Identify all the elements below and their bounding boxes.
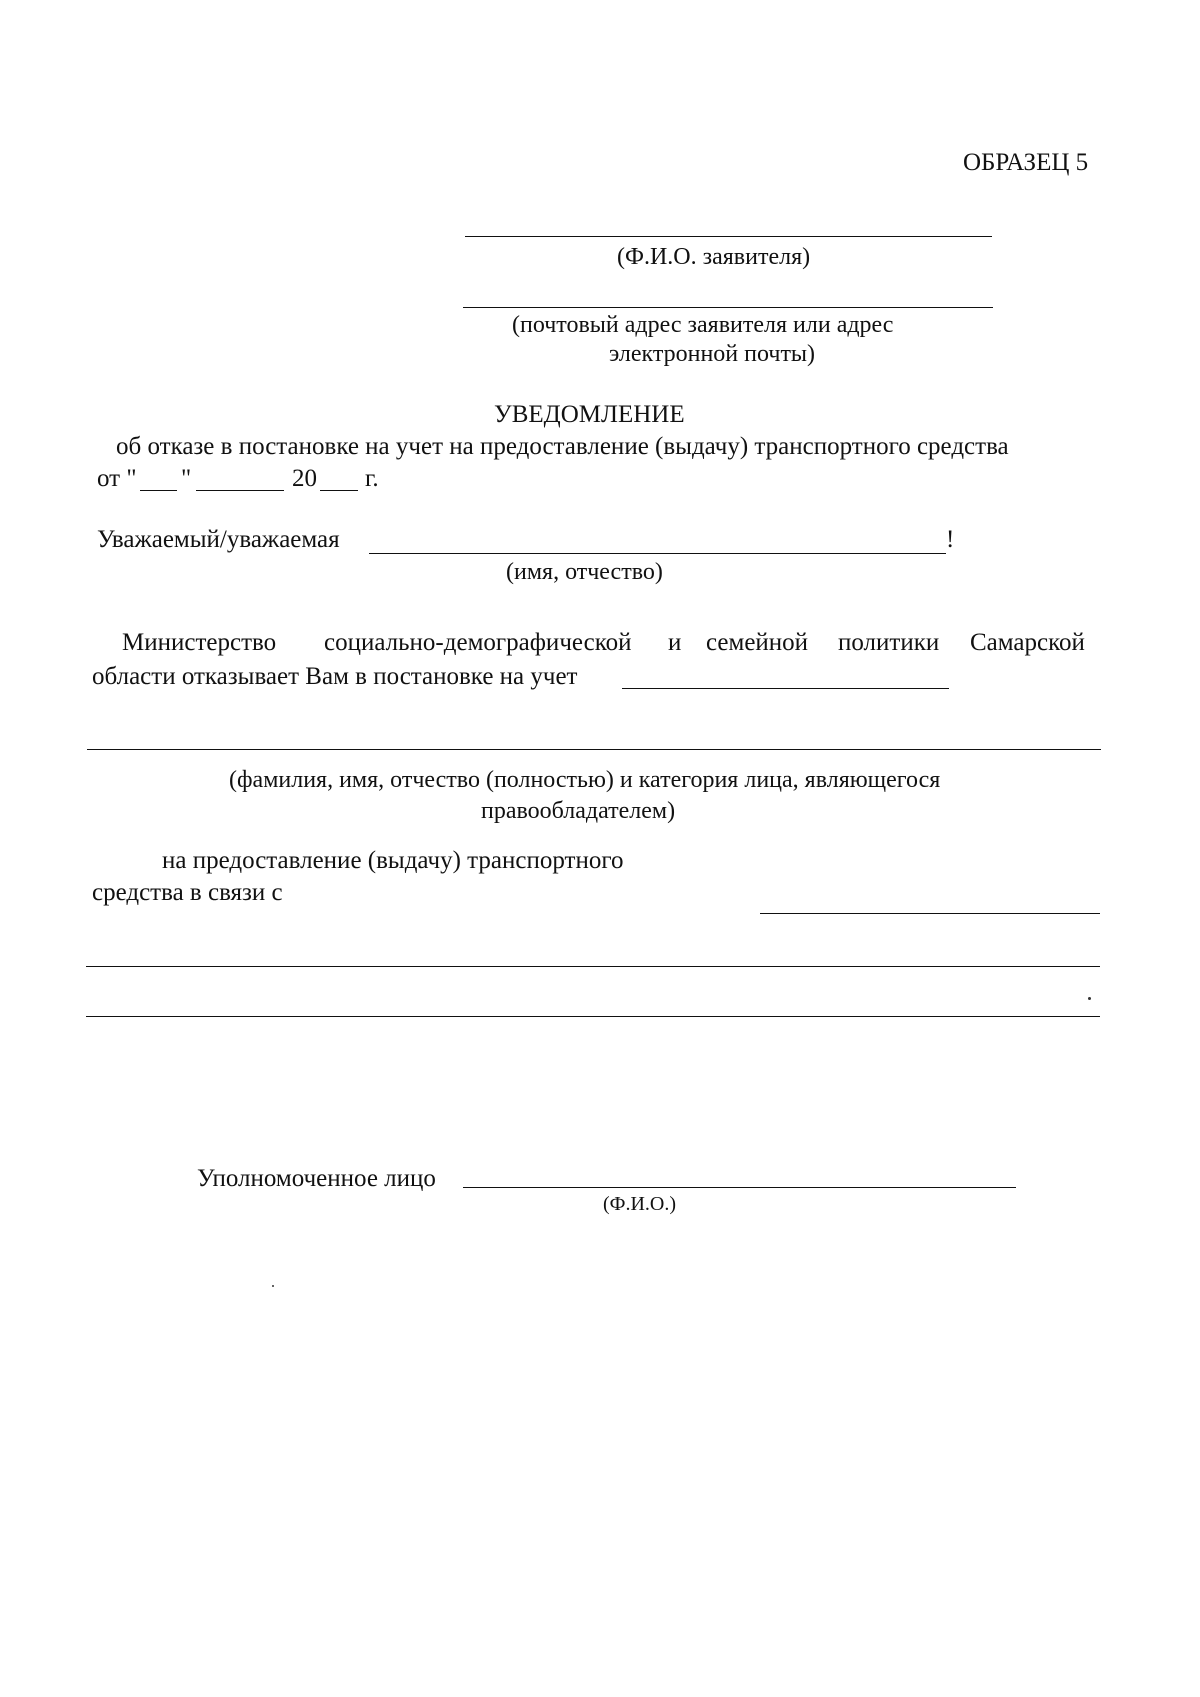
applicant-fio-caption: (Ф.И.О. заявителя) xyxy=(617,244,811,270)
signature-fio-field[interactable] xyxy=(463,1187,1016,1188)
body-word-and: и xyxy=(668,629,682,656)
body-word-family: семейной xyxy=(706,629,809,656)
reason-field-2[interactable] xyxy=(86,966,1100,967)
date-day-field[interactable] xyxy=(140,490,177,491)
body-line-2: области отказывает Вам в постановке на учет xyxy=(92,663,578,690)
vehicle-line-2: средства в связи с xyxy=(92,879,283,906)
stray-dot-2 xyxy=(272,1285,274,1287)
stray-dot xyxy=(1088,997,1091,1000)
body-word-policy: политики xyxy=(838,629,940,656)
holder-caption-line2: правообладателем) xyxy=(481,798,676,824)
body-word-social: социально-демографической xyxy=(324,629,632,656)
date-year-field[interactable] xyxy=(320,490,358,491)
date-month-field[interactable] xyxy=(196,490,284,491)
body-word-ministry: Министерство xyxy=(122,629,277,656)
vehicle-line-1: на предоставление (выдачу) транспортного xyxy=(162,847,624,874)
applicant-fio-field[interactable] xyxy=(465,236,992,237)
greeting-caption: (имя, отчество) xyxy=(506,559,663,585)
date-quote-close: " xyxy=(181,465,192,492)
notice-title: УВЕДОМЛЕНИЕ xyxy=(494,401,685,428)
holder-name-field[interactable] xyxy=(87,749,1101,750)
notice-subtitle: об отказе в постановке на учет на предоставление (выдачу) транспортного средства xyxy=(116,433,1009,460)
sample-label: ОБРАЗЕЦ 5 xyxy=(963,149,1089,176)
applicant-address-field[interactable] xyxy=(463,307,993,308)
registration-field[interactable] xyxy=(622,688,949,689)
greeting-exclamation: ! xyxy=(946,526,955,553)
date-prefix: от " xyxy=(97,465,137,492)
greeting-name-field[interactable] xyxy=(369,553,946,554)
date-year-prefix: 20 xyxy=(292,465,317,492)
reason-field-1[interactable] xyxy=(760,913,1100,914)
date-suffix: г. xyxy=(365,465,379,492)
signature-label: Уполномоченное лицо xyxy=(197,1165,436,1192)
greeting-label: Уважаемый/уважаемая xyxy=(97,526,340,553)
applicant-address-caption-line1: (почтовый адрес заявителя или адрес xyxy=(512,312,894,338)
signature-caption: (Ф.И.О.) xyxy=(603,1193,677,1215)
holder-caption-line1: (фамилия, имя, отчество (полностью) и категория лица, являющегося xyxy=(229,767,941,793)
body-word-samara: Самарской xyxy=(970,629,1085,656)
applicant-address-caption-line2: электронной почты) xyxy=(609,341,816,367)
reason-field-3[interactable] xyxy=(86,1016,1100,1017)
